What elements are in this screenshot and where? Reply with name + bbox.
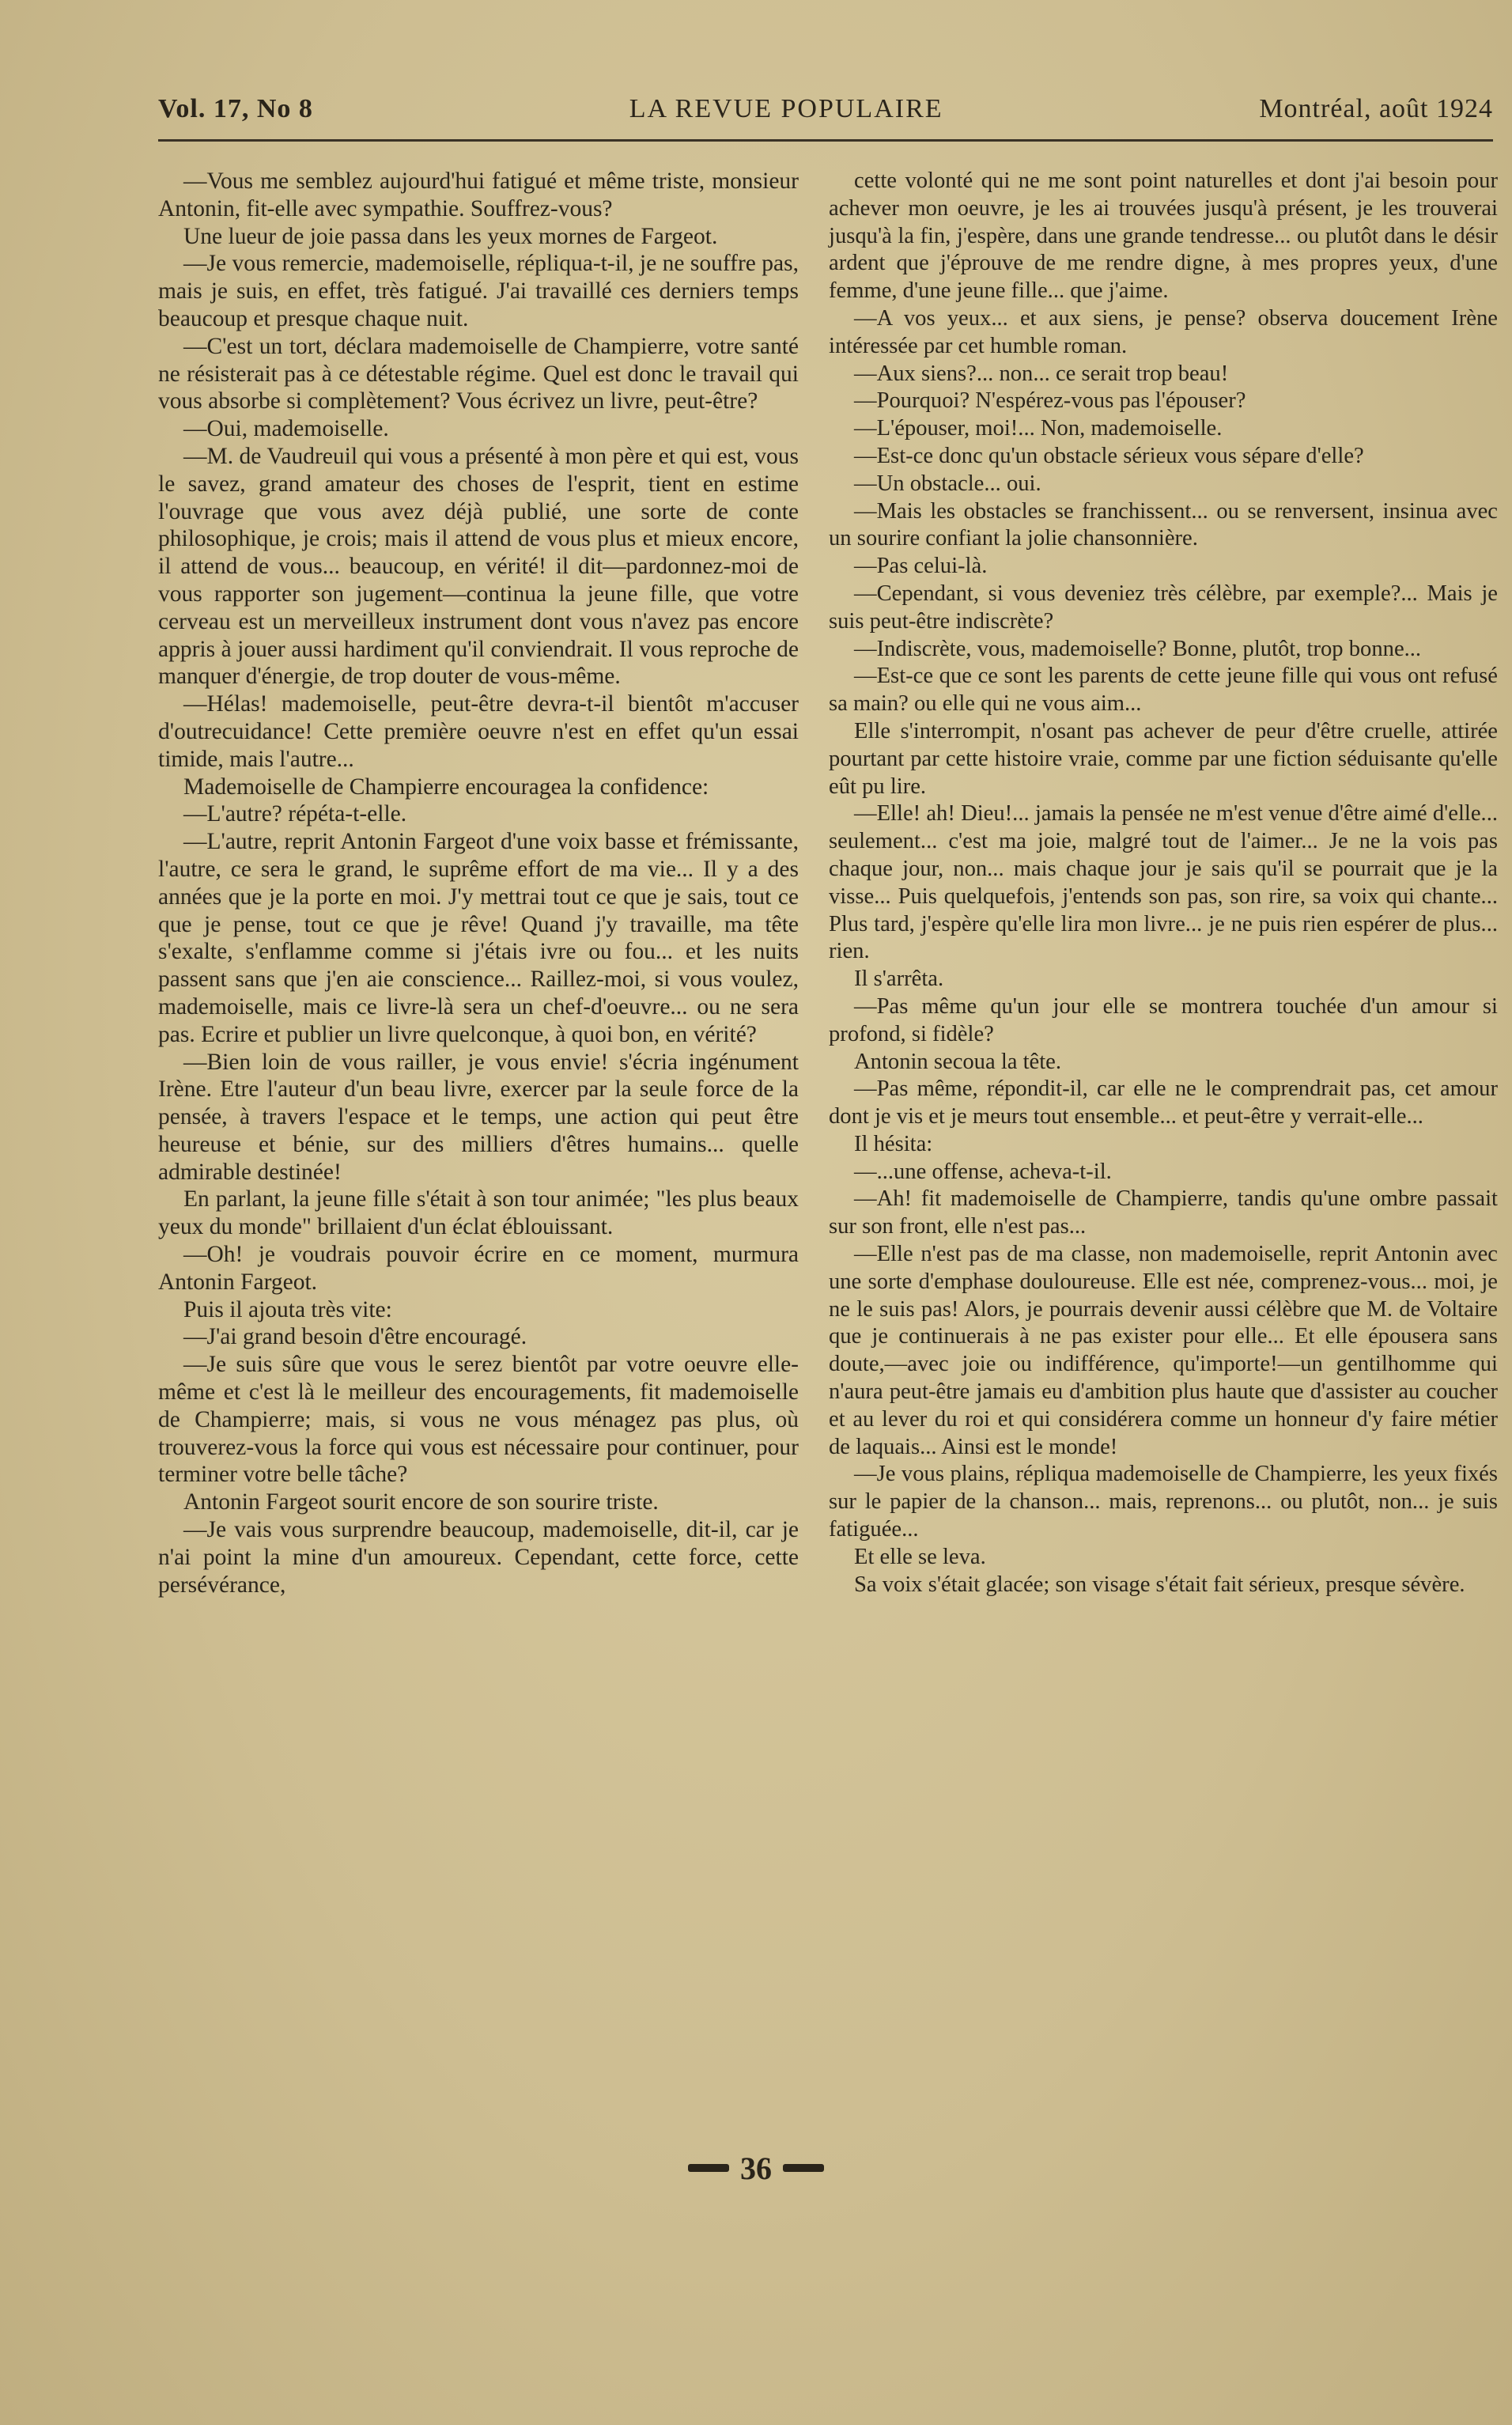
paragraph: Une lueur de joie passa dans les yeux mornes de Fargeot. xyxy=(183,223,718,249)
paragraph: —Pas même, répondit-il, car elle ne le comprendrait pas, cet amour dont je vis et je meurs tout ensemble... et peut-être y verrait-elle... xyxy=(829,1076,1498,1129)
paragraph: —Je vais vous surprendre beaucoup, mademoiselle, dit-il, car je n'ai point la mine d'un amoureux. Cependant, cette force, cette persévérance, xyxy=(158,1517,799,1598)
paragraph: Antonin secoua la tête. xyxy=(854,1049,1062,1074)
paragraph: —Est-ce donc qu'un obstacle sérieux vous sépare d'elle? xyxy=(854,443,1364,468)
paragraph: Sa voix s'était glacée; son visage s'était fait sérieux, presque sévère. xyxy=(854,1572,1465,1597)
paragraph: En parlant, la jeune fille s'était à son tour animée; "les plus beaux yeux du monde" brillaient d'un éclat éblouissant. xyxy=(158,1186,799,1240)
paragraph: —C'est un tort, déclara mademoiselle de Champierre, votre santé ne résisterait pas à ce détestable régime. Quel est donc le travail qui vous absorbe si complètement? Vous écrivez un livre, peut-être? xyxy=(158,333,799,414)
paragraph: —Est-ce que ce sont les parents de cette jeune fille qui vous ont refusé sa main? ou elle qui ne vous aim... xyxy=(829,664,1498,717)
paragraph: Antonin Fargeot sourit encore de son sourire triste. xyxy=(183,1489,659,1515)
paragraph: Il s'arrêta. xyxy=(854,967,944,992)
paragraph: —Oh! je voudrais pouvoir écrire en ce moment, murmura Antonin Fargeot. xyxy=(158,1242,799,1295)
paragraph: —A vos yeux... et aux siens, je pense? observa doucement Irène intéressée par cet humble roman. xyxy=(829,305,1498,358)
paragraph: Il hésita: xyxy=(854,1131,933,1156)
paragraph: —Oui, mademoiselle. xyxy=(183,416,389,442)
footer-ornament-right xyxy=(783,2164,824,2172)
paragraph: —Je vous remercie, mademoiselle, répliqua-t-il, je ne souffre pas, mais je suis, en effet, très fatigué. J'ai travaillé ces derniers temps beaucoup et presque chaque nuit. xyxy=(158,251,799,331)
running-header xyxy=(158,85,1493,133)
paragraph: —Mais les obstacles se franchissent... ou se renversent, insinua avec un sourire confiant la jolie chansonnière. xyxy=(829,498,1498,551)
paragraph: —...une offense, acheva-t-il. xyxy=(854,1159,1112,1184)
paragraph: —Elle n'est pas de ma classe, non mademoiselle, reprit Antonin avec une sorte d'emphase douloureuse. Elle est née, comprenez-vous... moi, je ne le suis pas! Alors, je pourrais devenir aussi célèbre que M. de Voltaire que je continuerais à ne pas exister pour elle... Et elle épousera sans doute,—avec joie ou indifférence, qu'importe!—un gentilhomme qui n'aura peut-être jamais eu d'ambition plus haute que d'assister au coucher et au lever du roi et qui considérera comme un honneur d'y faire métier de laquais... Ainsi est le monde! xyxy=(829,1242,1498,1459)
issue-date: Montréal, août 1924 xyxy=(1259,94,1493,123)
paragraph: —Je vous plains, répliqua mademoiselle de Champierre, les yeux fixés sur le papier de la chanson... mais, reprenons... ou plutôt, non... je suis fatiguée... xyxy=(829,1462,1498,1542)
paragraph: —Aux siens?... non... ce serait trop beau! xyxy=(854,361,1229,386)
paragraph: —Un obstacle... oui. xyxy=(854,471,1041,496)
footer-ornament-left xyxy=(688,2164,729,2172)
paragraph: —L'autre? répéta-t-elle. xyxy=(183,801,407,827)
paragraph: —L'épouser, moi!... Non, mademoiselle. xyxy=(854,416,1223,441)
paragraph: —J'ai grand besoin d'être encouragé. xyxy=(183,1324,527,1350)
paragraph: —Vous me semblez aujourd'hui fatigué et même triste, monsieur Antonin, fit-elle avec sympathie. Souffrez-vous? xyxy=(158,168,799,221)
magazine-title: LA REVUE POPULAIRE xyxy=(629,94,943,123)
paragraph: Et elle se leva. xyxy=(854,1544,986,1569)
right-column xyxy=(829,168,1498,1598)
paragraph: Puis il ajouta très vite: xyxy=(183,1296,392,1322)
page-number: 36 xyxy=(740,2150,772,2186)
paragraph: —Je suis sûre que vous le serez bientôt par votre oeuvre elle-même et c'est là le meilleur des encouragements, fit mademoiselle de Champierre; mais, si vous ne vous ménagez pas plus, où trouverez-vous la force qui vous est nécessaire pour continuer, pour terminer votre belle tâche? xyxy=(158,1352,799,1488)
paragraph: —Elle! ah! Dieu!... jamais la pensée ne m'est venue d'être aimé d'elle... seulement... c'est ma joie, malgré tout de l'aimer... Je ne la vois pas chaque jour, non... mais chaque jour je sais qu'il se pourrait que je la visse... Puis quelquefois, j'entends son pas, son rire, sa voix qui chante... Plus tard, j'espère qu'elle lira mon livre... je ne puis rien espérer de plus... rien. xyxy=(829,801,1498,964)
paragraph: —Cependant, si vous deveniez très célèbre, par exemple?... Mais je suis peut-être indiscrète? xyxy=(829,581,1498,634)
paragraph: —Pas même qu'un jour elle se montrera touchée d'un amour si profond, si fidèle? xyxy=(829,993,1498,1046)
paragraph: —L'autre, reprit Antonin Fargeot d'une voix basse et frémissante, l'autre, ce sera le grand, le suprême effort de ma vie... Il y a des années que je la porte en moi. J'y mettrai tout ce que je sais, tout ce que je pense, tout ce que je rêve! Quand j'y travaille, ma tête s'exalte, s'enflamme comme si j'étais ivre ou fou... et les nuits passent sans que j'en aie conscience... Raillez-moi, si vous voulez, mademoiselle, mais ce livre-là sera un chef-d'oeuvre... ou ne sera pas. Ecrire et publier un livre quelconque, à quoi bon, en vérité? xyxy=(158,829,799,1047)
header-rule xyxy=(158,139,1493,142)
paragraph: —Hélas! mademoiselle, peut-être devra-t-il bientôt m'accuser d'outrecuidance! Cette première oeuvre n'est en effet qu'un essai timide, mais l'autre... xyxy=(158,691,799,772)
paragraph: cette volonté qui ne me sont point naturelles et dont j'ai besoin pour achever mon oeuvre, je les ai trouvées jusqu'à présent, je les trouverai jusqu'à la fin, j'espère, dans une grande tendresse... ou plutôt dans le désir ardent que j'éprouve de me rendre digne, à mes propres yeux, d'une femme, d'une jeune fille... que j'aime. xyxy=(829,168,1498,304)
paragraph: —Ah! fit mademoiselle de Champierre, tandis qu'une ombre passait sur son front, elle n'est pas... xyxy=(829,1186,1498,1239)
paragraph: Elle s'interrompit, n'osant pas achever de peur d'être cruelle, attirée pourtant par cette histoire vraie, comme par une fiction séduisante qu'elle eût pu lire. xyxy=(829,718,1498,799)
page-footer xyxy=(0,2148,1512,2188)
paragraph: —Bien loin de vous railler, je vous envie! s'écria ingénument Irène. Etre l'auteur d'un beau livre, exercer par la seule force de la pensée, à travers l'espace et le temps, une action qui peut être heureuse et bénie, sur des milliers d'êtres humains... quelle admirable destinée! xyxy=(158,1049,799,1185)
left-column xyxy=(158,168,799,1598)
paragraph: Mademoiselle de Champierre encouragea la confidence: xyxy=(183,774,709,800)
paragraph: —M. de Vaudreuil qui vous a présenté à mon père et qui est, vous le savez, grand amateur des choses de l'esprit, tient en estime l'ouvrage que vous avez déjà publié, une sorte de conte philosophique, je crois; mais il attend de vous plus et mieux encore, il attend de vous... beaucoup, en vérité! il dit—pardonnez-moi de vous rapporter son jugement—continua la jeune fille, que votre cerveau est un merveilleux instrument dont vous n'avez pas encore appris à jouer aussi hardiment qu'il conviendrait. Il vous reproche de manquer d'énergie, de trop douter de vous-même. xyxy=(158,443,799,690)
paragraph: —Indiscrète, vous, mademoiselle? Bonne, plutôt, trop bonne... xyxy=(854,636,1422,661)
volume-number: Vol. 17, No 8 xyxy=(158,94,313,123)
paragraph: —Pas celui-là. xyxy=(854,554,988,579)
paragraph: —Pourquoi? N'espérez-vous pas l'épouser? xyxy=(854,388,1246,414)
